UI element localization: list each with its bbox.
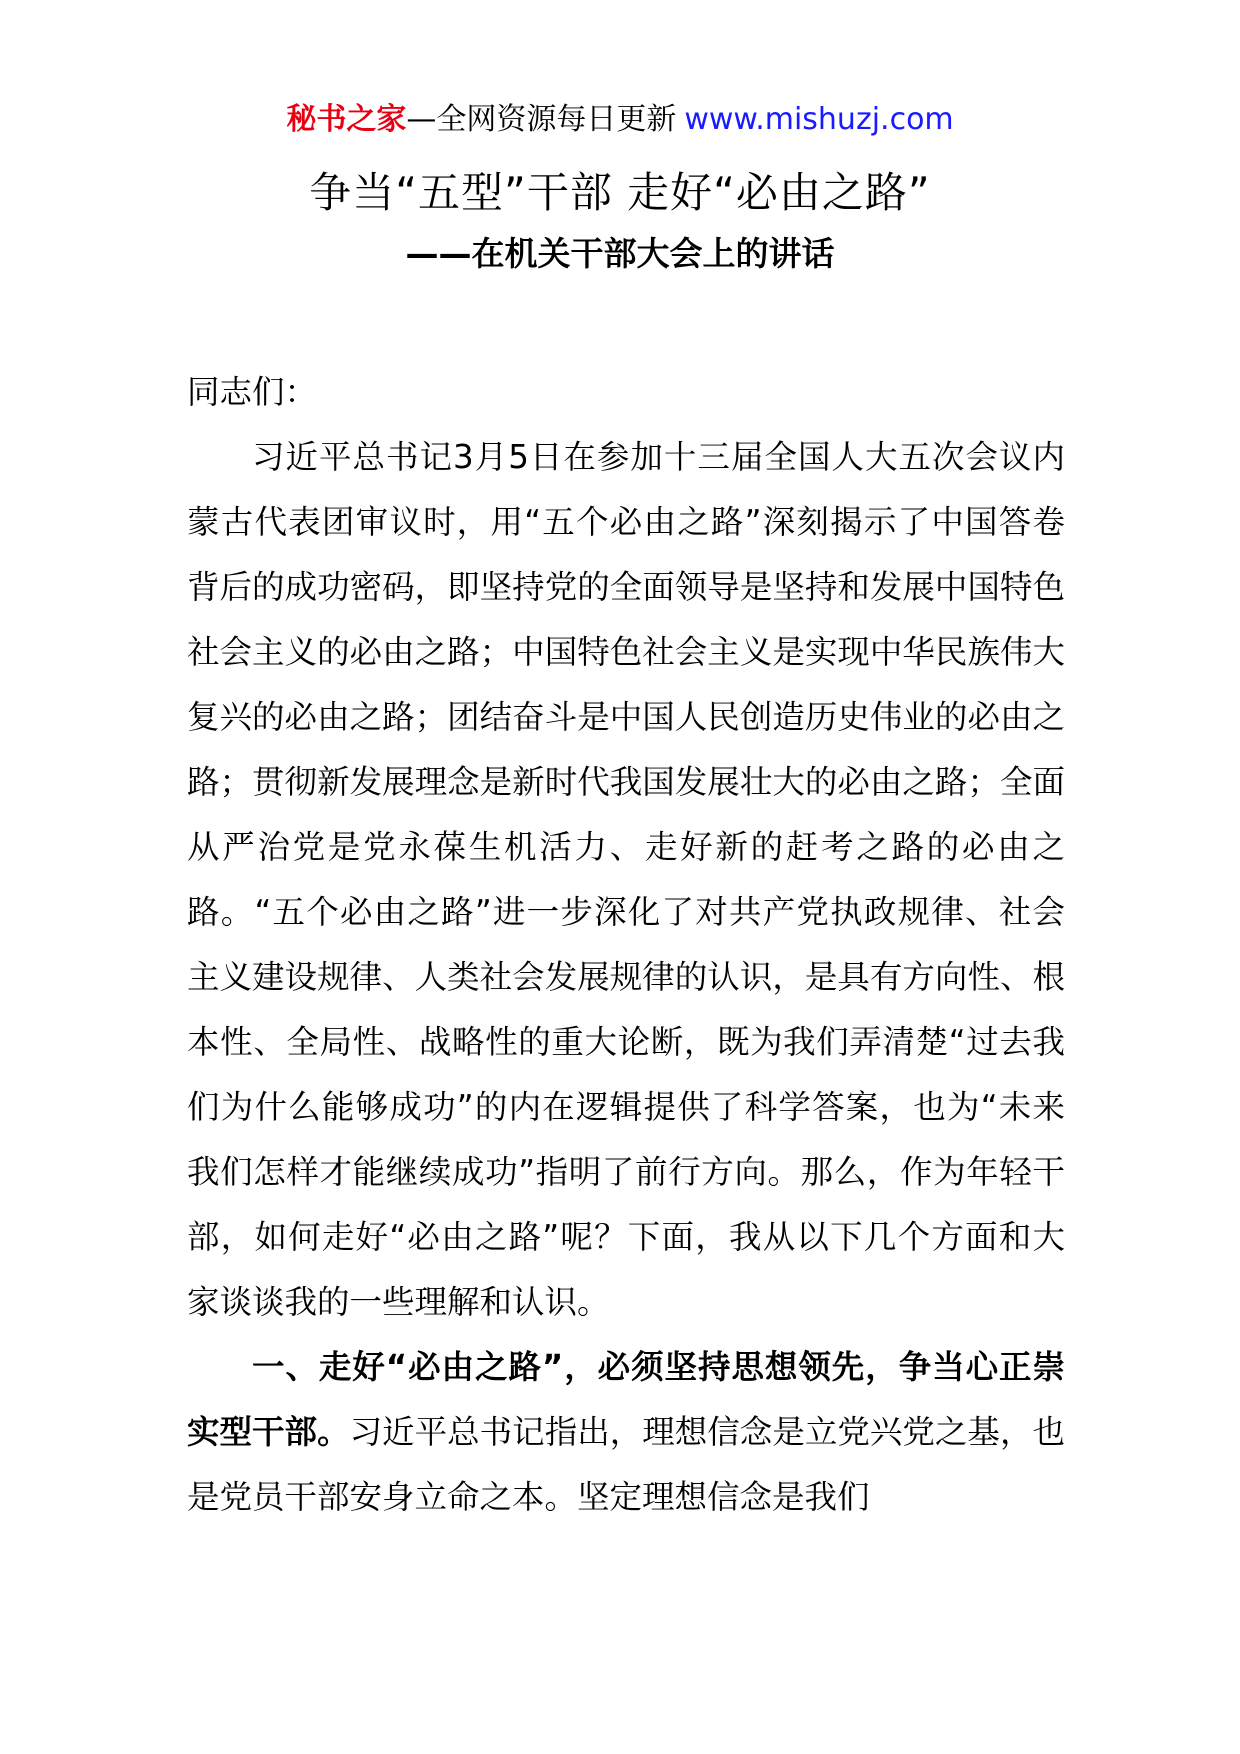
section-text: 习近平总书记指出，理想信念是立党兴党之基，也是党员干部安身立命之本。坚定理想信念是我们 bbox=[187, 1413, 1065, 1516]
document-subtitle: ——在机关干部大会上的讲话 bbox=[405, 234, 835, 273]
section-heading: 一、走好“必由之路”，必须坚持思想领先，争当心正崇实型干部。 bbox=[187, 1348, 1065, 1451]
site-tagline: —全网资源每日更新 bbox=[406, 102, 677, 137]
body-paragraph: 习近平总书记3月5日在参加十三届全国人大五次会议内蒙古代表团审议时，用“五个必由之路”深刻揭示了中国答卷背后的成功密码，即坚持党的全面领导是坚持和发展中国特色社会主义的必由之路；中国特色社会主义是实现中华民族伟大复兴的必由之路；团结奋斗是中国人民创造历史伟业的必由之路；贯彻新发展理念是新时代我国发展壮大的必由之路；全面从严治党是党永葆生机活力、走好新的赶考之路的必由之路。“五个必由之路”进一步深化了对共产党执政规律、社会主义建设规律、人类社会发展规律的认识，是具有方向性、根本性、全局性、战略性的重大论断，既为我们弄清楚“过去我们为什么能够成功”的内在逻辑提供了科学答案，也为“未来我们怎样才能继续成功”指明了前行方向。那么，作为年轻干部，如何走好“必由之路”呢？下面，我从以下几个方面和大家谈谈我的一些理解和认识。 bbox=[187, 438, 1065, 1321]
brand-name: 秘书之家 bbox=[286, 102, 407, 137]
site-url-link[interactable]: www.mishuzj.com bbox=[684, 102, 954, 137]
document-title: 争当“五型”干部 走好“必由之路” bbox=[309, 168, 931, 217]
salutation: 同志们： bbox=[187, 373, 318, 411]
document-body bbox=[187, 360, 1065, 1530]
section-paragraph bbox=[187, 1335, 1065, 1530]
site-header bbox=[0, 100, 1240, 140]
